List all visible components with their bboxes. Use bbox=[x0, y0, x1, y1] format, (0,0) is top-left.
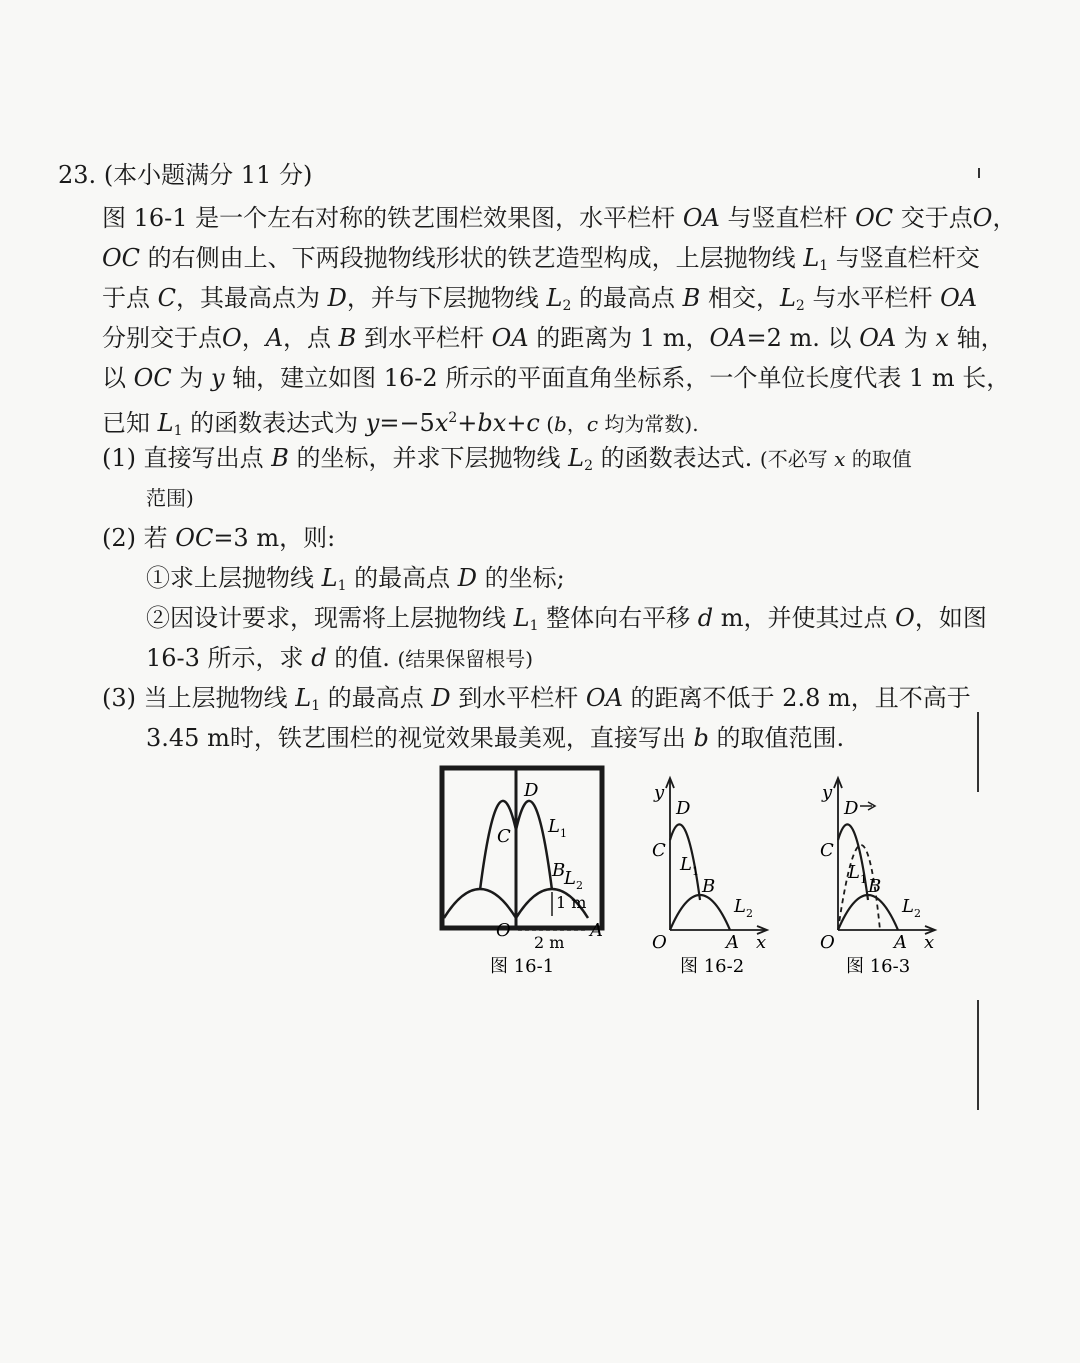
label-c: C bbox=[820, 840, 834, 861]
label-y: y bbox=[654, 782, 665, 803]
label-a: A bbox=[894, 932, 907, 953]
intro-line-5: 以 OC 为 y 轴，建立如图 16-2 所示的平面直角坐标系，一个单位长度代表 1 m 长， bbox=[102, 364, 1011, 392]
label-d: D bbox=[844, 798, 859, 819]
label-b: B bbox=[868, 876, 882, 897]
caption-16-2: 图 16-2 bbox=[680, 956, 745, 977]
scan-mark bbox=[977, 1000, 979, 1110]
scan-mark bbox=[978, 168, 980, 178]
question-number: 23. bbox=[58, 161, 97, 189]
caption-16-1: 图 16-1 bbox=[490, 956, 555, 977]
label-a: A bbox=[590, 920, 603, 941]
label-o: O bbox=[652, 932, 667, 953]
part2-line-1: (2) 若 OC=3 m，则: bbox=[102, 524, 336, 552]
part2-sub2-line-1: ②因设计要求，现需将上层抛物线 $L_1$ 整体向右平移 d m，并使其过点 O，如图 bbox=[146, 604, 987, 634]
label-a: A bbox=[726, 932, 739, 953]
label-l2: $L_2$ bbox=[902, 896, 921, 920]
figure-16-3 bbox=[808, 770, 948, 985]
label-l1: $L_1$ bbox=[680, 854, 699, 878]
scan-mark bbox=[977, 712, 979, 792]
question-score: (本小题满分 11 分) bbox=[103, 161, 313, 189]
part1-line-1: (1) 直接写出点 B 的坐标，并求下层抛物线 $L_2$ 的函数表达式. (不必写 x 的取值 bbox=[102, 444, 912, 474]
label-l2: $L_2$ bbox=[564, 868, 583, 892]
label-o: O bbox=[820, 932, 835, 953]
label-x: x bbox=[924, 932, 935, 953]
figure-16-1 bbox=[430, 760, 620, 990]
label-l1: $L_1$ bbox=[548, 816, 567, 840]
question-header bbox=[58, 160, 312, 190]
intro-line-1: 图 16-1 是一个左右对称的铁艺围栏效果图，水平栏杆 OA 与竖直栏杆 OC 交于点O， bbox=[102, 204, 1017, 232]
caption-16-3: 图 16-3 bbox=[846, 956, 911, 977]
label-y: y bbox=[822, 782, 833, 803]
part2-sub1: ①求上层抛物线 $L_1$ 的最高点 D 的坐标; bbox=[146, 564, 565, 594]
label-2m: 2 m bbox=[534, 933, 565, 952]
figure-16-2 bbox=[640, 770, 780, 985]
intro-line-6: 已知 $L_1$ 的函数表达式为 $y=-5x^2+bx+c$ (b，c 均为常数). bbox=[102, 409, 699, 439]
label-c: C bbox=[497, 826, 511, 847]
part3-line-2: 3.45 m时，铁艺围栏的视觉效果最美观，直接写出 b 的取值范围. bbox=[146, 724, 845, 752]
label-c: C bbox=[652, 840, 666, 861]
intro-line-4: 分别交于点O，A，点 B 到水平栏杆 OA 的距离为 1 m，OA=2 m. 以 OA 为 x 轴， bbox=[102, 324, 1005, 352]
label-b: B bbox=[552, 860, 566, 881]
parabola-l2 bbox=[670, 895, 730, 930]
intro-line-3: 于点 C，其最高点为 D，并与下层抛物线 $L_2$ 的最高点 B 相交，$L_2$ 与水平栏杆 OA bbox=[102, 284, 978, 314]
parabola-l2 bbox=[838, 895, 898, 930]
part3-line-1: (3) 当上层抛物线 $L_1$ 的最高点 D 到水平栏杆 OA 的距离不低于 2.8 m，且不高于 bbox=[102, 684, 971, 714]
label-l2: $L_2$ bbox=[734, 896, 753, 920]
label-1m: 1 m bbox=[556, 893, 587, 912]
label-x: x bbox=[756, 932, 767, 953]
label-l1: $L_1$ bbox=[848, 862, 867, 886]
intro-line-2: OC 的右侧由上、下两段抛物线形状的铁艺造型构成，上层抛物线 $L_1$ 与竖直栏杆交 bbox=[102, 244, 980, 274]
label-b: B bbox=[702, 876, 716, 897]
label-d: D bbox=[524, 780, 539, 801]
label-o: O bbox=[496, 920, 511, 941]
part1-line-2: 范围) bbox=[146, 486, 194, 510]
part2-sub2-line-2: 16-3 所示，求 d 的值. (结果保留根号) bbox=[146, 644, 534, 672]
label-d: D bbox=[676, 798, 691, 819]
